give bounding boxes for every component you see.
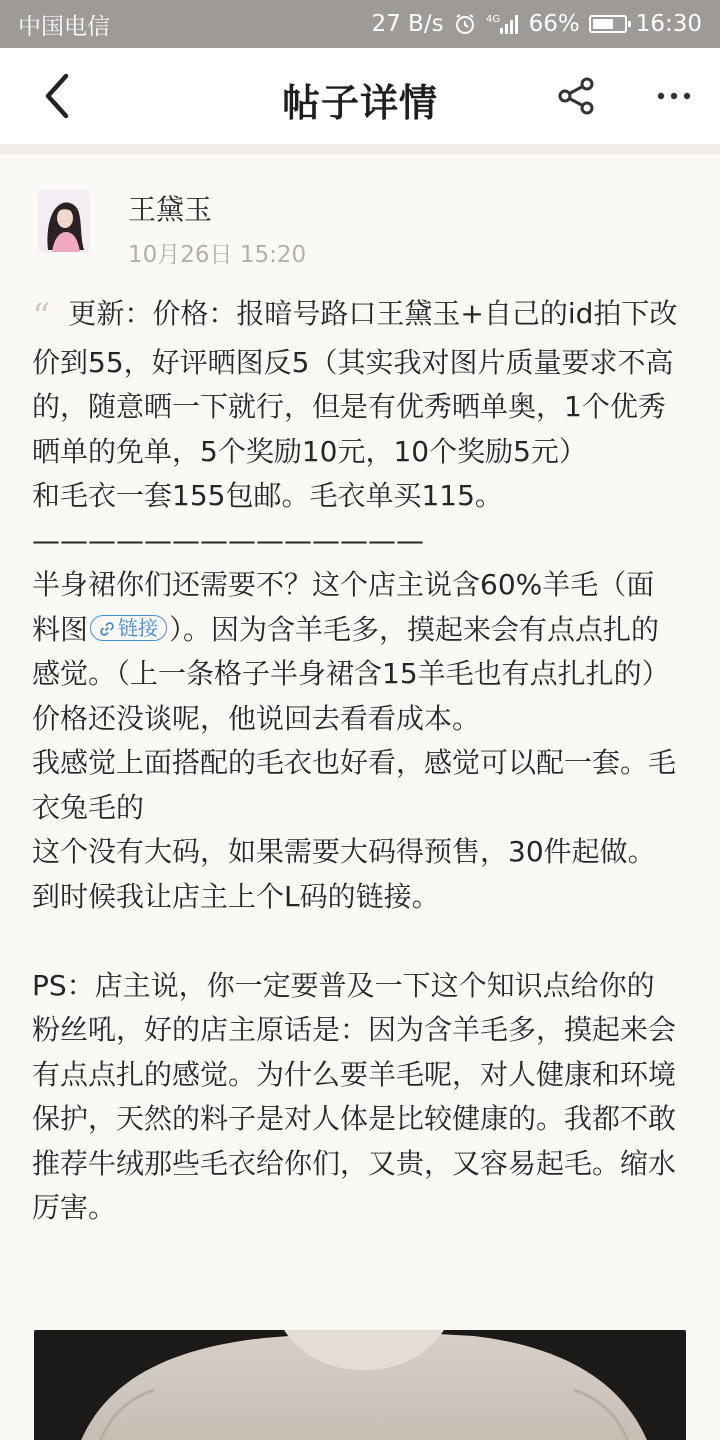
status-bar bbox=[0, 0, 720, 48]
battery-percent: 66% bbox=[528, 11, 580, 37]
alarm-icon bbox=[453, 12, 477, 36]
skirt-text-before: 半身裙你们还需要不？这个店主说含60%羊毛（面料图 bbox=[32, 568, 655, 646]
author-block[interactable] bbox=[38, 190, 306, 269]
top-navigation-bar bbox=[0, 48, 720, 144]
paragraph-ps: PS：店主说，你一定要普及一下这个知识点给你的粉丝吼，好的店主原话是：因为含羊毛多，摸起来会有点点扎的感觉。为什么要羊毛呢，对人健康和环境保护，天然的料子是对人体是比较健康的。我都不敢推荐牛绒那些毛衣给你们，又贵，又容易起毛。缩水厉害。 bbox=[32, 968, 677, 1224]
separator-line: —————————————— bbox=[32, 523, 424, 557]
link-icon bbox=[99, 621, 115, 637]
author-info bbox=[128, 190, 306, 269]
network-speed: 27 B/s bbox=[371, 11, 444, 37]
status-indicators bbox=[371, 11, 702, 37]
post-detail bbox=[0, 154, 720, 1440]
clock: 16:30 bbox=[635, 11, 702, 37]
post-time: 10月26日 15:20 bbox=[128, 242, 307, 268]
quote-icon: “ bbox=[32, 297, 51, 338]
update-text: 更新：价格：报暗号路口王黛玉+自己的id拍下改价到55，好评晒图反5（其实我对图片质量要求不高的，随意晒一下就行，但是有优秀晒单奥，1个优秀晒单的免单，5个奖励10元，10个奖励5元） bbox=[32, 297, 678, 468]
paragraph-size: 这个没有大码，如果需要大码得预售，30件起做。到时候我让店主上个L码的链接。 bbox=[32, 835, 656, 913]
link-label: 链接 bbox=[118, 615, 159, 640]
skirt-text-after: ）。因为含羊毛多，摸起来会有点点扎的感觉。（上一条格子半身裙含15羊毛也有点扎扎的）价格还没谈呢，他说回去看看成本。 bbox=[32, 612, 670, 735]
avatar[interactable] bbox=[38, 190, 90, 252]
battery-icon bbox=[589, 15, 627, 33]
author-name[interactable]: 王黛玉 bbox=[128, 193, 213, 226]
paragraph-sweater: 我感觉上面搭配的毛衣也好看，感觉可以配一套。毛衣兔毛的 bbox=[32, 746, 677, 824]
signal-icon bbox=[486, 12, 520, 36]
post-content bbox=[32, 292, 682, 1231]
more-icon[interactable] bbox=[652, 76, 696, 116]
paragraph-skirt bbox=[32, 563, 682, 741]
svg-text:4G: 4G bbox=[485, 14, 500, 25]
page-title: 帖子详情 bbox=[281, 81, 438, 125]
header-divider bbox=[0, 144, 720, 154]
link-chip[interactable] bbox=[90, 615, 167, 641]
carrier-label: 中国电信 bbox=[18, 13, 110, 40]
paragraph-update bbox=[32, 292, 682, 474]
paragraph-price: 和毛衣一套155包邮。毛衣单买115。 bbox=[32, 479, 503, 512]
blank-line bbox=[32, 919, 682, 964]
post-image[interactable] bbox=[34, 1330, 686, 1440]
share-icon[interactable] bbox=[554, 76, 598, 116]
